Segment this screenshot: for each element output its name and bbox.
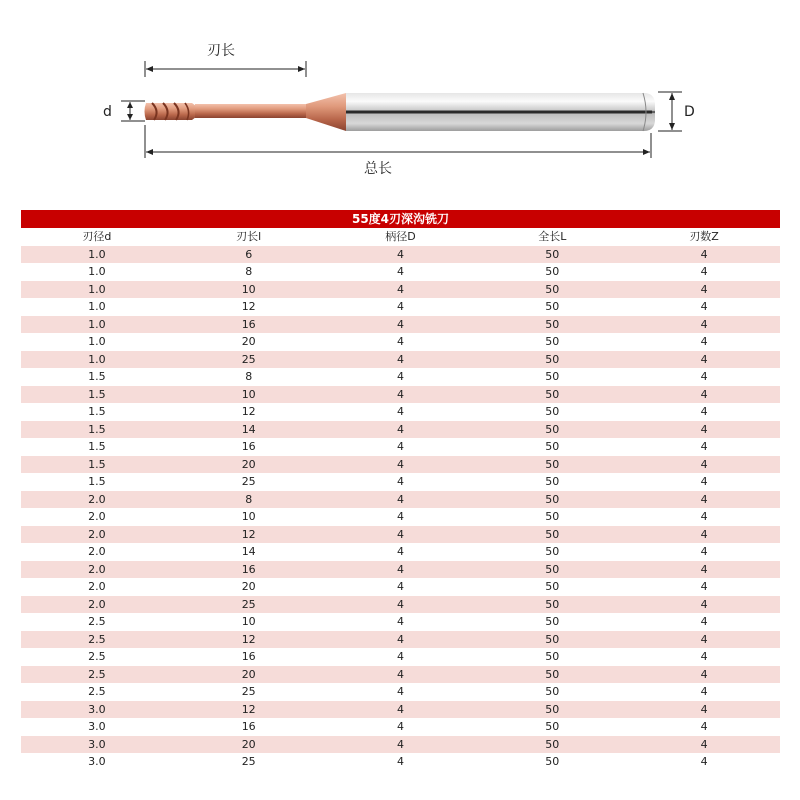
table-row — [21, 631, 780, 649]
table-cell: 25 — [173, 753, 325, 771]
table-cell: 50 — [476, 246, 628, 264]
table-cell: 8 — [173, 368, 325, 386]
table-cell: 4 — [325, 281, 477, 299]
table-cell: 4 — [325, 613, 477, 631]
table-cell: 3.0 — [21, 718, 173, 736]
table-cell: 50 — [476, 613, 628, 631]
table-cell: 4 — [628, 701, 780, 719]
table-cell: 50 — [476, 683, 628, 701]
table-row — [21, 561, 780, 579]
table-cell: 4 — [628, 631, 780, 649]
table-cell: 8 — [173, 263, 325, 281]
table-cell: 4 — [628, 316, 780, 334]
table-row — [21, 368, 780, 386]
table-cell: 4 — [325, 718, 477, 736]
cutting-diameter-dimension — [121, 101, 145, 121]
table-cell: 12 — [173, 701, 325, 719]
table-cell: 1.5 — [21, 421, 173, 439]
table-row — [21, 508, 780, 526]
table-cell: 10 — [173, 386, 325, 404]
end-mill-body — [145, 93, 656, 131]
table-cell: 4 — [325, 561, 477, 579]
table-cell: 10 — [173, 281, 325, 299]
table-cell: 4 — [325, 491, 477, 509]
column-header: 柄径D — [325, 228, 477, 246]
table-cell: 4 — [325, 403, 477, 421]
table-cell: 4 — [325, 386, 477, 404]
table-cell: 50 — [476, 543, 628, 561]
table-cell: 2.0 — [21, 491, 173, 509]
table-cell: 4 — [325, 666, 477, 684]
table-cell: 4 — [325, 473, 477, 491]
table-row — [21, 456, 780, 474]
overall-length-label: 总长 — [364, 161, 392, 177]
table-cell: 1.5 — [21, 386, 173, 404]
tool-neck — [195, 104, 307, 118]
table-cell: 2.0 — [21, 561, 173, 579]
table-cell: 50 — [476, 421, 628, 439]
table-cell: 4 — [628, 438, 780, 456]
table-row — [21, 421, 780, 439]
table-cell: 4 — [628, 263, 780, 281]
table-cell: 50 — [476, 561, 628, 579]
table-cell: 4 — [325, 578, 477, 596]
table-cell: 50 — [476, 648, 628, 666]
table-cell: 2.0 — [21, 543, 173, 561]
table-cell: 1.0 — [21, 246, 173, 264]
table-cell: 4 — [325, 333, 477, 351]
table-cell: 4 — [325, 421, 477, 439]
table-cell: 50 — [476, 386, 628, 404]
table-cell: 4 — [325, 526, 477, 544]
spec-table — [21, 210, 780, 771]
flute-length-label: 刃长 — [207, 43, 235, 59]
table-cell: 4 — [628, 281, 780, 299]
table-cell: 4 — [325, 596, 477, 614]
table-row — [21, 473, 780, 491]
table-cell: 25 — [173, 596, 325, 614]
table-row — [21, 596, 780, 614]
table-cell: 20 — [173, 333, 325, 351]
table-row — [21, 526, 780, 544]
table-row — [21, 683, 780, 701]
column-header: 全长L — [476, 228, 628, 246]
table-cell: 50 — [476, 438, 628, 456]
flute-length-dimension — [145, 61, 306, 77]
table-cell: 4 — [628, 368, 780, 386]
table-cell: 2.5 — [21, 631, 173, 649]
table-cell: 12 — [173, 526, 325, 544]
table-body — [21, 246, 780, 771]
table-cell: 25 — [173, 683, 325, 701]
table-cell: 4 — [628, 613, 780, 631]
table-cell: 6 — [173, 246, 325, 264]
table-cell: 4 — [325, 753, 477, 771]
table-row — [21, 753, 780, 771]
table-cell: 16 — [173, 438, 325, 456]
table-cell: 50 — [476, 368, 628, 386]
table-cell: 50 — [476, 473, 628, 491]
table-cell: 4 — [628, 421, 780, 439]
table-cell: 4 — [628, 561, 780, 579]
table-cell: 50 — [476, 403, 628, 421]
table-row — [21, 718, 780, 736]
table-cell: 50 — [476, 753, 628, 771]
table-cell: 4 — [325, 316, 477, 334]
table-cell: 50 — [476, 316, 628, 334]
table-cell: 4 — [628, 456, 780, 474]
table-cell: 50 — [476, 491, 628, 509]
table-cell: 50 — [476, 281, 628, 299]
table-cell: 1.0 — [21, 281, 173, 299]
table-cell: 50 — [476, 631, 628, 649]
table-cell: 50 — [476, 456, 628, 474]
table-cell: 16 — [173, 648, 325, 666]
table-cell: 20 — [173, 578, 325, 596]
table-row — [21, 578, 780, 596]
table-row — [21, 438, 780, 456]
table-cell: 20 — [173, 456, 325, 474]
table-cell: 4 — [628, 683, 780, 701]
table-cell: 4 — [325, 263, 477, 281]
table-cell: 14 — [173, 421, 325, 439]
table-row — [21, 333, 780, 351]
table-cell: 50 — [476, 736, 628, 754]
table-cell: 50 — [476, 718, 628, 736]
table-cell: 4 — [628, 386, 780, 404]
table-cell: 3.0 — [21, 753, 173, 771]
table-cell: 20 — [173, 666, 325, 684]
table-cell: 4 — [325, 543, 477, 561]
table-cell: 2.5 — [21, 666, 173, 684]
table-cell: 14 — [173, 543, 325, 561]
table-cell: 1.5 — [21, 368, 173, 386]
table-row — [21, 298, 780, 316]
table-cell: 4 — [325, 631, 477, 649]
table-cell: 25 — [173, 473, 325, 491]
table-row — [21, 666, 780, 684]
table-cell: 4 — [325, 351, 477, 369]
header-row — [21, 228, 780, 246]
table-row — [21, 351, 780, 369]
table-cell: 4 — [628, 351, 780, 369]
table-cell: 50 — [476, 701, 628, 719]
table-cell: 2.0 — [21, 526, 173, 544]
table-cell: 4 — [628, 666, 780, 684]
table-cell: 25 — [173, 351, 325, 369]
table-row — [21, 701, 780, 719]
table-cell: 1.0 — [21, 316, 173, 334]
table-cell: 4 — [325, 246, 477, 264]
tool-taper — [306, 93, 346, 131]
table-cell: 4 — [325, 701, 477, 719]
table-cell: 1.5 — [21, 456, 173, 474]
table-cell: 4 — [628, 578, 780, 596]
table-cell: 2.5 — [21, 683, 173, 701]
tool-diagram — [0, 0, 800, 200]
table-cell: 50 — [476, 298, 628, 316]
table-cell: 3.0 — [21, 736, 173, 754]
table-cell: 16 — [173, 316, 325, 334]
table-cell: 4 — [325, 648, 477, 666]
table-row — [21, 403, 780, 421]
table-cell: 50 — [476, 596, 628, 614]
table-cell: 4 — [325, 456, 477, 474]
table-cell: 2.0 — [21, 578, 173, 596]
table-cell: 50 — [476, 263, 628, 281]
table-cell: 4 — [628, 491, 780, 509]
table-header — [21, 228, 780, 246]
table-cell: 50 — [476, 666, 628, 684]
table-cell: 16 — [173, 718, 325, 736]
table-cell: 4 — [628, 246, 780, 264]
table-cell: 4 — [325, 298, 477, 316]
cutting-diameter-label: d — [103, 104, 112, 120]
table-cell: 4 — [628, 508, 780, 526]
table-row — [21, 648, 780, 666]
end-mill-drawing — [0, 0, 800, 200]
shank-diameter-label: D — [684, 104, 695, 120]
column-header: 刃径d — [21, 228, 173, 246]
table-cell: 4 — [325, 368, 477, 386]
table-cell: 1.0 — [21, 333, 173, 351]
table-row — [21, 281, 780, 299]
table-row — [21, 491, 780, 509]
table-row — [21, 543, 780, 561]
shank-diameter-dimension — [658, 92, 682, 131]
table-row — [21, 386, 780, 404]
table-cell: 4 — [325, 736, 477, 754]
table-cell: 1.5 — [21, 403, 173, 421]
table-cell: 4 — [628, 526, 780, 544]
table-cell: 12 — [173, 403, 325, 421]
table-cell: 3.0 — [21, 701, 173, 719]
table-cell: 4 — [628, 648, 780, 666]
table-cell: 50 — [476, 508, 628, 526]
table-row — [21, 316, 780, 334]
table-cell: 1.0 — [21, 298, 173, 316]
table-cell: 4 — [628, 333, 780, 351]
table-row — [21, 263, 780, 281]
table-cell: 1.0 — [21, 351, 173, 369]
table-row — [21, 613, 780, 631]
table-cell: 2.0 — [21, 596, 173, 614]
column-header: 刃数Z — [628, 228, 780, 246]
table-cell: 16 — [173, 561, 325, 579]
table-cell: 4 — [628, 736, 780, 754]
table-cell: 4 — [628, 753, 780, 771]
table-cell: 1.5 — [21, 438, 173, 456]
table-row — [21, 736, 780, 754]
table-cell: 4 — [628, 298, 780, 316]
table-row — [21, 246, 780, 264]
table-cell: 12 — [173, 298, 325, 316]
table-cell: 2.0 — [21, 508, 173, 526]
table-cell: 10 — [173, 508, 325, 526]
table-cell: 1.5 — [21, 473, 173, 491]
table-cell: 4 — [628, 596, 780, 614]
table-cell: 4 — [325, 438, 477, 456]
table-title: 55度4刃深沟铣刀 — [21, 210, 780, 228]
table-cell: 1.0 — [21, 263, 173, 281]
table-cell: 50 — [476, 526, 628, 544]
table-cell: 4 — [325, 508, 477, 526]
table-cell: 4 — [628, 403, 780, 421]
table-cell: 10 — [173, 613, 325, 631]
table-cell: 2.5 — [21, 648, 173, 666]
table-cell: 20 — [173, 736, 325, 754]
table-cell: 50 — [476, 333, 628, 351]
table-cell: 4 — [628, 543, 780, 561]
table-cell: 4 — [628, 718, 780, 736]
table-cell: 2.5 — [21, 613, 173, 631]
table-cell: 8 — [173, 491, 325, 509]
table-cell: 12 — [173, 631, 325, 649]
column-header: 刃长l — [173, 228, 325, 246]
table-cell: 4 — [628, 473, 780, 491]
table-cell: 50 — [476, 578, 628, 596]
table-cell: 4 — [325, 683, 477, 701]
table-cell: 50 — [476, 351, 628, 369]
